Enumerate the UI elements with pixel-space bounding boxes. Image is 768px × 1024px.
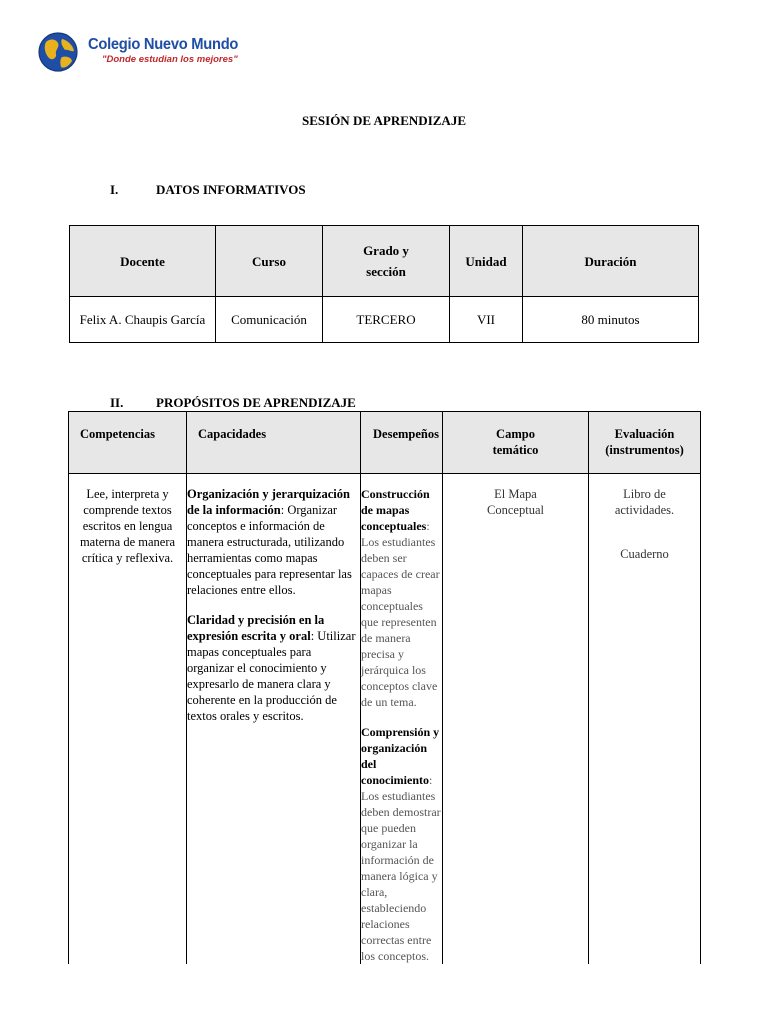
desempeno-title: Construcción de mapas conceptuales xyxy=(361,487,430,533)
cell-duracion: 80 minutos xyxy=(523,297,699,343)
cell-campo xyxy=(443,474,589,965)
section-title: DATOS INFORMATIVOS xyxy=(156,182,306,197)
cell-docente: Felix A. Chaupis García xyxy=(70,297,216,343)
cell-competencia xyxy=(69,474,187,965)
section-number: I. xyxy=(110,182,119,197)
header-competencias: Competencias xyxy=(69,412,187,474)
campo-text: El Mapa Conceptual xyxy=(487,487,544,517)
header-campo xyxy=(443,412,589,474)
cell-curso: Comunicación xyxy=(216,297,323,343)
school-name: Colegio Nuevo Mundo xyxy=(88,36,239,53)
header-campo-line2: temático xyxy=(492,443,539,457)
desempeno-text: : Los estudiantes deben demostrar que pueden organizar la información de manera lógica y clara, estableciendo relaciones correctas entre los conceptos. xyxy=(361,773,441,963)
capacidad-item xyxy=(187,612,360,724)
section-number: II. xyxy=(110,395,124,410)
datos-table xyxy=(69,225,699,343)
section-title: PROPÓSITOS DE APRENDIZAJE xyxy=(156,395,356,410)
section-heading-datos xyxy=(110,182,306,198)
desempeno-title: Comprensión y organización del conocimiento xyxy=(361,725,440,787)
header-grado xyxy=(323,226,450,297)
header-capacidades: Capacidades xyxy=(187,412,361,474)
propositos-table xyxy=(68,411,701,964)
table-row xyxy=(69,474,701,965)
header-grado-line1: Grado y xyxy=(363,243,409,258)
evaluacion-item: Cuaderno xyxy=(620,547,669,561)
desempeno-item xyxy=(361,724,442,964)
cell-capacidades xyxy=(187,474,361,965)
school-logo xyxy=(38,30,258,75)
globe-icon xyxy=(38,30,78,74)
header-duracion: Duración xyxy=(523,226,699,297)
cell-desempenos xyxy=(361,474,443,965)
school-motto: "Donde estudian los mejores" xyxy=(102,54,238,65)
header-eval-line1: Evaluación xyxy=(614,427,675,441)
header-grado-line2: sección xyxy=(366,264,406,279)
header-curso: Curso xyxy=(216,226,323,297)
page-title: SESIÓN DE APRENDIZAJE xyxy=(302,113,466,128)
desempeno-item xyxy=(361,486,442,710)
desempeno-text: : Los estudiantes deben ser capaces de crear mapas conceptuales que representen de manera precisa y jerárquica los conceptos clave de un tema. xyxy=(361,519,440,709)
header-unidad: Unidad xyxy=(450,226,523,297)
cell-unidad: VII xyxy=(450,297,523,343)
cell-evaluacion xyxy=(589,474,701,965)
capacidad-title: Organización y jerarquización de la información xyxy=(187,487,350,517)
competencia-text: Lee, interpreta y comprende textos escritos en lengua materna de manera crítica y reflexiva. xyxy=(79,487,176,565)
cell-grado: TERCERO xyxy=(323,297,450,343)
header-docente: Docente xyxy=(70,226,216,297)
capacidad-item xyxy=(187,486,360,598)
table-row xyxy=(70,297,699,343)
header-desempenos: Desempeños xyxy=(361,412,443,474)
header-campo-line1: Campo xyxy=(496,427,535,441)
header-evaluacion xyxy=(589,412,701,474)
evaluacion-item: Libro de actividades. xyxy=(614,487,675,517)
capacidad-text: : Organizar conceptos e información de manera estructurada, utilizando herramientas como mapas conceptuales para representar las relaciones entre ellos. xyxy=(187,503,352,597)
header-eval-line2: (instrumentos) xyxy=(605,443,684,457)
table-header-row xyxy=(70,226,699,297)
table-header-row xyxy=(69,412,701,474)
section-heading-propositos xyxy=(110,395,356,411)
capacidad-title: Claridad y precisión en la expresión escrita y oral xyxy=(187,613,325,643)
capacidad-text: : Utilizar mapas conceptuales para organizar el conocimiento y expresarlo de manera clara y coherente en la producción de textos orales y escritos. xyxy=(187,629,356,723)
